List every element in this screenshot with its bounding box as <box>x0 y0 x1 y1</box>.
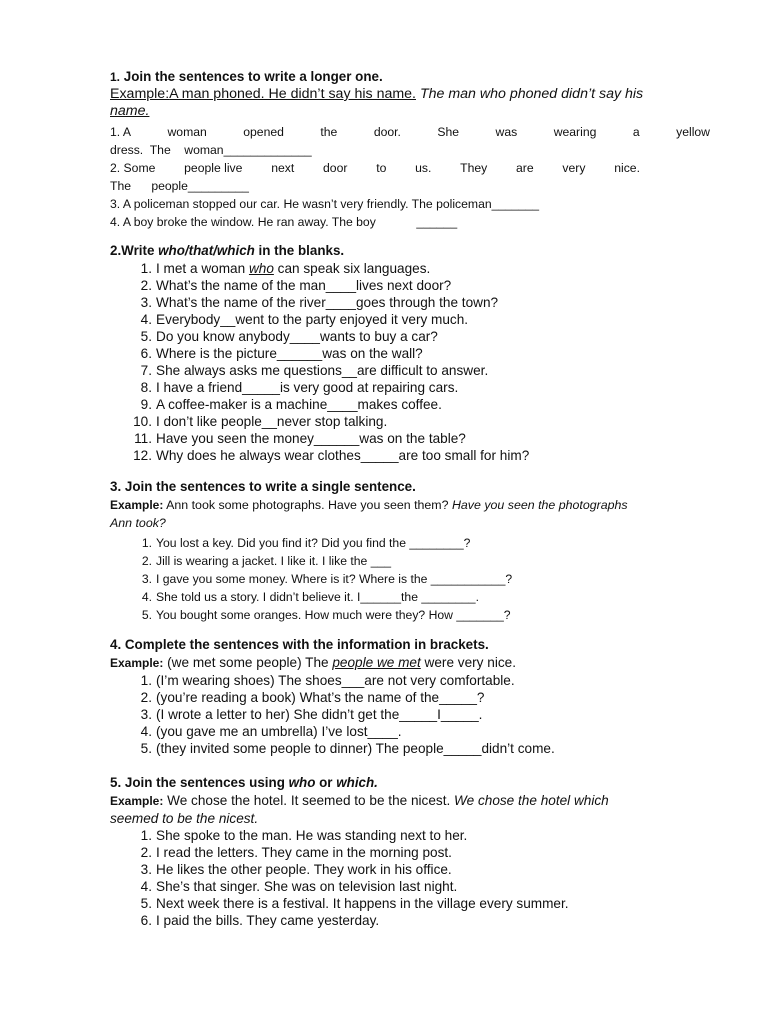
item-text: (you gave me an umbrella) I’ve lost____. <box>156 724 402 739</box>
s1-item-1-continued: dress. The woman_____________ <box>110 143 312 157</box>
section-4-example <box>110 654 725 672</box>
s1-item-3: 3. A policeman stopped our car. He wasn’t very friendly. The policeman_______ <box>110 197 540 211</box>
item-number: 3. <box>140 707 152 722</box>
example-answer-continued: Ann took? <box>110 516 166 530</box>
heading-part: 2.Write <box>110 243 159 258</box>
list-item <box>110 878 725 895</box>
word: are <box>516 161 534 175</box>
section-2 <box>110 242 725 464</box>
list-item <box>110 430 725 447</box>
list-item <box>110 844 725 861</box>
item-text: He likes the other people. They work in his office. <box>156 862 452 877</box>
item-text: (I wrote a letter to her) She didn’t get the_____I_____. <box>156 707 483 722</box>
item-text: I read the letters. They came in the morning post. <box>156 845 452 860</box>
heading-part: 5. Join the sentences using <box>110 775 289 790</box>
item-number: 3. <box>140 295 152 310</box>
list-item <box>110 740 725 757</box>
example-label: Example: <box>110 656 164 670</box>
list-item <box>110 362 725 379</box>
section-1-number: 1. <box>110 70 121 84</box>
item-number: 4. <box>140 724 152 739</box>
list-item <box>110 345 725 362</box>
example-answer: people we met <box>332 655 421 670</box>
item-number: 4. <box>141 590 152 604</box>
word: nice. <box>614 161 640 175</box>
item-number: 2. <box>140 690 152 705</box>
list-item <box>110 260 725 277</box>
item-number: 4. <box>140 312 152 327</box>
item-text: A coffee-maker is a machine____makes coffee. <box>156 397 442 412</box>
word: wearing <box>553 125 597 139</box>
item-number: 1. <box>140 828 152 843</box>
item-number: 2. <box>140 845 152 860</box>
item-number: 12. <box>133 448 152 463</box>
list-item <box>110 895 725 912</box>
item-text: What’s the name of the man____lives next door? <box>156 278 452 293</box>
list-item <box>110 534 725 552</box>
section-1 <box>110 68 725 231</box>
word: the <box>320 125 338 139</box>
s1-item-4: 4. A boy broke the window. He ran away. The boy ______ <box>110 215 458 229</box>
word: She <box>437 125 460 139</box>
section-1-example <box>110 86 725 103</box>
item-text: Everybody__went to the party enjoyed it very much. <box>156 312 469 327</box>
list-item <box>110 723 725 740</box>
word: very <box>562 161 586 175</box>
item-number: 1. <box>140 673 152 688</box>
item-text: Have you seen the money______was on the table? <box>156 431 466 446</box>
section-3 <box>110 478 725 624</box>
section-5-example <box>110 792 725 810</box>
list-item <box>110 861 725 878</box>
s1-item-2-continued: The people_________ <box>110 179 249 193</box>
item-number: 3. <box>141 572 152 586</box>
item-number: 7. <box>140 363 152 378</box>
list-item <box>110 588 725 606</box>
item-number: 9. <box>140 397 152 412</box>
item-text: You lost a key. Did you find it? Did you find the ________? <box>156 536 471 550</box>
item-number: 8. <box>140 380 152 395</box>
word: a <box>632 125 640 139</box>
section-2-list <box>110 260 725 464</box>
item-text: (I’m wearing shoes) The shoes___are not very comfortable. <box>156 673 515 688</box>
list-item <box>110 552 725 570</box>
item-number: 10. <box>133 414 152 429</box>
example-label: Example: <box>110 794 164 808</box>
list-item <box>110 706 725 723</box>
word: next <box>271 161 295 175</box>
heading-keyword: which. <box>336 775 378 790</box>
item-text: She always asks me questions__are difficult to answer. <box>156 363 489 378</box>
list-item <box>110 672 725 689</box>
list-item <box>110 277 725 294</box>
item-number: 2. <box>140 278 152 293</box>
section-3-list <box>110 534 725 624</box>
item-text: I met a woman <box>156 261 249 276</box>
item-number: 11. <box>134 431 152 446</box>
item-number: 4. <box>140 879 152 894</box>
item-number: 1. <box>140 261 152 276</box>
item-answer: who <box>248 261 274 276</box>
word: opened <box>243 125 284 139</box>
section-4-heading: 4. Complete the sentences with the information in brackets. <box>110 637 489 652</box>
example-answer-continued: name. <box>110 103 150 119</box>
example-answer-continued: seemed to be the nicest. <box>110 811 259 826</box>
s1-item-1 <box>110 123 710 141</box>
word: 1. A <box>110 125 132 139</box>
list-item <box>110 328 725 345</box>
s1-item-2 <box>110 159 640 177</box>
list-item <box>110 311 725 328</box>
section-3-heading: 3. Join the sentences to write a single sentence. <box>110 479 416 494</box>
example-prompt: (we met some people) The <box>163 655 333 670</box>
item-number: 1. <box>141 536 152 550</box>
word: They <box>460 161 488 175</box>
item-number: 5. <box>141 608 152 622</box>
item-text: What’s the name of the river____goes through the town? <box>156 295 499 310</box>
list-item <box>110 413 725 430</box>
word: to <box>376 161 387 175</box>
word: door <box>323 161 348 175</box>
item-text: She spoke to the man. He was standing next to her. <box>156 828 468 843</box>
heading-part: in the blanks. <box>254 243 345 258</box>
section-4-list <box>110 672 725 757</box>
list-item <box>110 379 725 396</box>
example-prompt: Ann took some photographs. Have you seen them? <box>163 498 452 512</box>
item-number: 3. <box>140 862 152 877</box>
item-text: Next week there is a festival. It happens in the village every summer. <box>156 896 569 911</box>
item-number: 2. <box>141 554 152 568</box>
section-3-example <box>110 496 725 514</box>
example-prompt: We chose the hotel. It seemed to be the nicest. <box>163 793 455 808</box>
list-item <box>110 294 725 311</box>
example-answer: The man who phoned didn’t say his <box>419 86 644 102</box>
item-number: 5. <box>140 329 152 344</box>
example-answer: Have you seen the photographs <box>451 498 628 512</box>
example-label: Example: <box>110 498 164 512</box>
list-item <box>110 606 725 624</box>
list-item <box>110 827 725 844</box>
item-text: I don’t like people__never stop talking. <box>156 414 388 429</box>
list-item <box>110 396 725 413</box>
list-item <box>110 912 725 929</box>
section-5-list <box>110 827 725 929</box>
heading-keyword: who <box>288 775 316 790</box>
list-item <box>110 689 725 706</box>
word: woman <box>167 125 207 139</box>
section-4 <box>110 636 725 757</box>
item-text: Do you know anybody____wants to buy a car? <box>156 329 438 344</box>
example-answer: We chose the hotel which <box>454 793 609 808</box>
example-prompt-end: were very nice. <box>420 655 516 670</box>
item-text: I gave you some money. Where is it? Where is the ___________? <box>156 572 513 586</box>
word: was <box>495 125 518 139</box>
section-5-heading <box>110 774 725 792</box>
example-label: Example: <box>110 86 170 102</box>
item-text: (you’re reading a book) What’s the name of the_____? <box>156 690 485 705</box>
item-text: You bought some oranges. How much were they? How _______? <box>156 608 511 622</box>
example-prompt: A man phoned. He didn’t say his name. <box>169 86 416 102</box>
item-text: Why does he always wear clothes_____are too small for him? <box>156 448 530 463</box>
item-text: Where is the picture______was on the wall? <box>156 346 423 361</box>
section-1-title: Join the sentences to write a longer one. <box>123 69 383 84</box>
heading-part: or <box>315 775 337 790</box>
item-text-end: can speak six languages. <box>273 261 431 276</box>
list-item <box>110 447 725 464</box>
item-number: 6. <box>140 913 152 928</box>
word: people live <box>184 161 243 175</box>
section-5 <box>110 774 725 929</box>
item-text: (they invited some people to dinner) The people_____didn’t come. <box>156 741 555 756</box>
item-text: She’s that singer. She was on television last night. <box>156 879 458 894</box>
section-2-heading <box>110 242 725 260</box>
item-text: I have a friend_____is very good at repairing cars. <box>156 380 459 395</box>
list-item <box>110 570 725 588</box>
item-number: 6. <box>140 346 152 361</box>
item-text: Jill is wearing a jacket. I like it. I like the ___ <box>156 554 392 568</box>
item-text: She told us a story. I didn’t believe it. I______the ________. <box>156 590 479 604</box>
word: door. <box>373 125 401 139</box>
word: us. <box>415 161 432 175</box>
word: 2. Some <box>110 161 156 175</box>
item-number: 5. <box>140 896 152 911</box>
word: yellow <box>676 125 710 139</box>
item-text: I paid the bills. They came yesterday. <box>156 913 380 928</box>
item-number: 5. <box>140 741 152 756</box>
heading-keywords: who/that/which <box>158 243 255 258</box>
section-1-heading <box>110 68 725 86</box>
